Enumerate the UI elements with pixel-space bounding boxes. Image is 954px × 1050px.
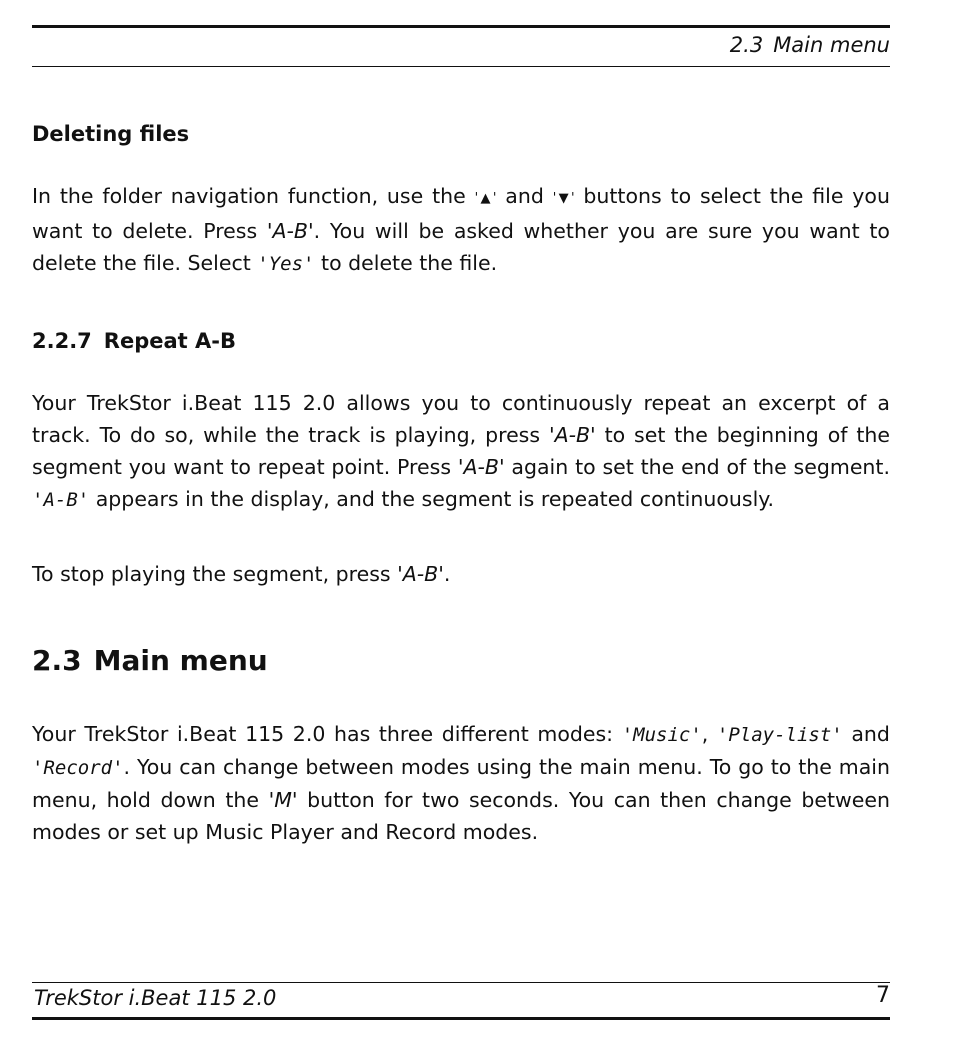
key-m: 'M' [268, 788, 298, 812]
text-run: . You will be asked whether you are sure you want to delete the file. Select [32, 219, 890, 275]
text-run: to delete the file. [321, 251, 498, 275]
display-ab: 'A-B' [32, 489, 90, 511]
heading-title: Main menu [93, 644, 268, 677]
text-run: Your TrekStor i.Beat 115 2.0 has three different modes: [32, 722, 614, 746]
manual-page [32, 0, 890, 1050]
key-ab: 'A-B' [457, 455, 505, 479]
header-rule-bottom [32, 66, 890, 67]
paragraph-deleting-files [32, 180, 890, 280]
option-yes: 'Yes' [257, 253, 315, 275]
key-ab: 'A-B' [266, 219, 314, 243]
text-run: to set the beginning of the segment you want to repeat point. Press [32, 423, 890, 479]
running-head-title: Main menu [773, 33, 890, 57]
footer-title: TrekStor i.Beat 115 2.0 [34, 986, 277, 1010]
paragraph-main-menu [32, 718, 890, 848]
heading-number: 2.3 [32, 644, 82, 677]
text-run: button for two seconds. You can then change between modes or set up Music Player and Record modes. [32, 788, 890, 844]
heading-title: Repeat A-B [103, 329, 236, 353]
text-run: Your TrekStor i.Beat 115 2.0 allows you to continuously repeat an excerpt of a track. To do so, while the track is playing, press [32, 391, 890, 447]
heading-main-menu [32, 643, 268, 679]
footer-rule-top [32, 982, 890, 983]
paragraph-repeat-ab [32, 387, 890, 516]
paragraph-stop-segment [32, 558, 890, 590]
running-head [730, 31, 890, 59]
mode-music: 'Music' [621, 724, 702, 746]
down-arrow-icon: '▼' [552, 191, 575, 206]
footer-rule-bottom [32, 1017, 890, 1020]
text-run: appears in the display, and the segment is repeated continuously. [95, 487, 774, 511]
page-number: 7 [876, 983, 890, 1008]
running-head-number: 2.3 [729, 33, 764, 57]
text-run: again to set the end of the segment. [511, 455, 890, 479]
text-run: . [443, 562, 451, 586]
text-run: , [701, 722, 709, 746]
header-rule-top [32, 25, 890, 28]
heading-deleting-files: Deleting files [32, 122, 190, 146]
text-run: and [505, 184, 544, 208]
text-run: buttons to select the file you want to delete. Press [32, 184, 890, 243]
mode-record: 'Record' [32, 757, 124, 779]
text-run: In the folder navigation function, use the [32, 184, 466, 208]
mode-playlist: 'Play-list' [716, 724, 843, 746]
up-arrow-icon: '▲' [474, 191, 497, 206]
key-ab: 'A-B' [548, 423, 596, 447]
heading-repeat-ab [32, 327, 236, 355]
text-run: To stop playing the segment, press [32, 562, 391, 586]
heading-number: 2.2.7 [32, 329, 92, 353]
key-ab: 'A-B' [397, 562, 444, 586]
text-run: . You can change between modes using the main menu. To go to the main menu, hold down the [32, 755, 890, 812]
text-run: and [851, 722, 890, 746]
